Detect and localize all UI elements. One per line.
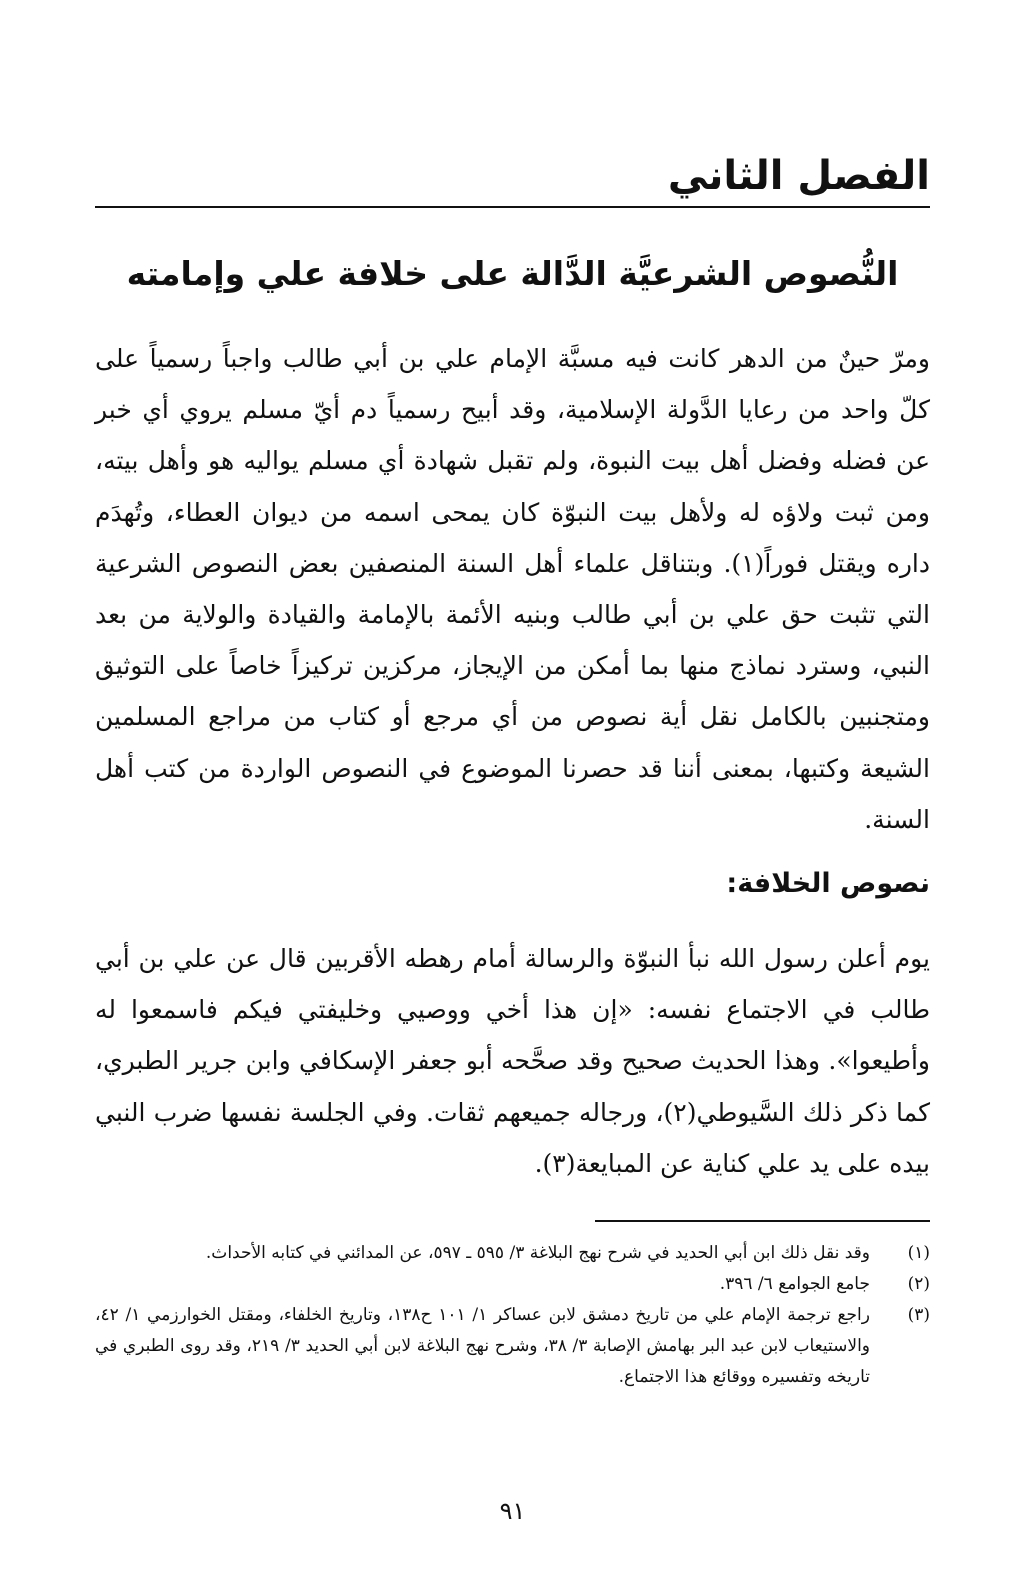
body-paragraph-2: يوم أعلن رسول الله نبأ النبوّة والرسالة أمام رهطه الأقربين قال عن علي بن أبي طالب في الاجتماع نفسه: «إن هذا أخي ووصيي وخليفتي فيكم فاسمعوا له وأطيعوا». وهذا الحديث صحيح وقد صحَّحه أبو جعفر الإسكافي وابن جرير الطبري، كما ذكر ذلك السَّيوطي(٢)، ورجاله جميعهم ثقات. وفي الجلسة نفسها ضرب النبي بيده على يد علي كناية عن المبايعة(٣). <box>95 944 930 1178</box>
footnotes-list <box>95 1238 930 1393</box>
footnote-number: (٢) <box>907 1274 930 1294</box>
footnote-text: وقد نقل ذلك ابن أبي الحديد في شرح نهج البلاغة ٣/ ٥٩٥ ـ ٥٩٧، عن المدائني في كتابه الأحداث. <box>205 1243 870 1263</box>
footnote-number: (٣) <box>907 1305 930 1325</box>
footnote-text: راجع ترجمة الإمام علي من تاريخ دمشق لابن عساكر ١/ ١٠١ ح١٣٨، وتاريخ الخلفاء، ومقتل الخوارزمي ١/ ٤٢، والاستيعاب لابن عبد البر بهامش الإصابة ٣/ ٣٨، وشرح نهج البلاغة لابن أبي الحديد ٣/ ٢١٩، وقد روى الطبري في تاريخه وتفسيره ووقائع هذا الاجتماع. <box>95 1305 871 1387</box>
subheading-caliphate-texts: نصوص الخلافة: <box>726 868 930 899</box>
chapter-title: الفصل الثاني <box>667 153 930 199</box>
section-title: النُّصوص الشرعيَّة الدَّالة على خلافة علي وإمامته <box>126 254 899 293</box>
body-paragraph-1: ومرّ حينٌ من الدهر كانت فيه مسبَّة الإمام علي بن أبي طالب واجباً رسمياً على كلّ واحد من رعايا الدَّولة الإسلامية، وقد أبيح رسمياً دم أيّ مسلم يروي أي خبر عن فضله وفضل أهل بيت النبوة، ولم تقبل شهادة أي مسلم يواليه هو وأهل بيته، ومن ثبت ولاؤه له ولأهل بيت النبوّة كان يمحى اسمه من ديوان العطاء، وتُهدَم داره ويقتل فوراً(١). وبتناقل علماء أهل السنة المنصفين بعض النصوص الشرعية التي تثبت حق علي بن أبي طالب وبنيه الأئمة بالإمامة والقيادة والولاية من بعد النبي، وسترد نماذج منها بما أمكن من الإيجاز، مركزين تركيزاً خاصاً على التوثيق ومتجنبين بالكامل نقل أية نصوص من أي مرجع أو كتاب من مراجع المسلمين الشيعة وكتبها، بمعنى أننا قد حصرنا الموضوع في النصوص الواردة من كتب أهل السنة. <box>95 344 930 834</box>
footnote-text: جامع الجوامع ٦/ ٣٩٦. <box>719 1274 870 1294</box>
book-page <box>95 0 930 1587</box>
page-number: ٩١ <box>499 1497 526 1525</box>
chapter-divider <box>95 206 930 208</box>
footnote-number: (١) <box>907 1243 930 1263</box>
footnote-3 <box>95 1300 930 1393</box>
footnote-2 <box>95 1269 930 1300</box>
footnote-1 <box>95 1238 930 1269</box>
footnote-divider <box>595 1220 930 1222</box>
